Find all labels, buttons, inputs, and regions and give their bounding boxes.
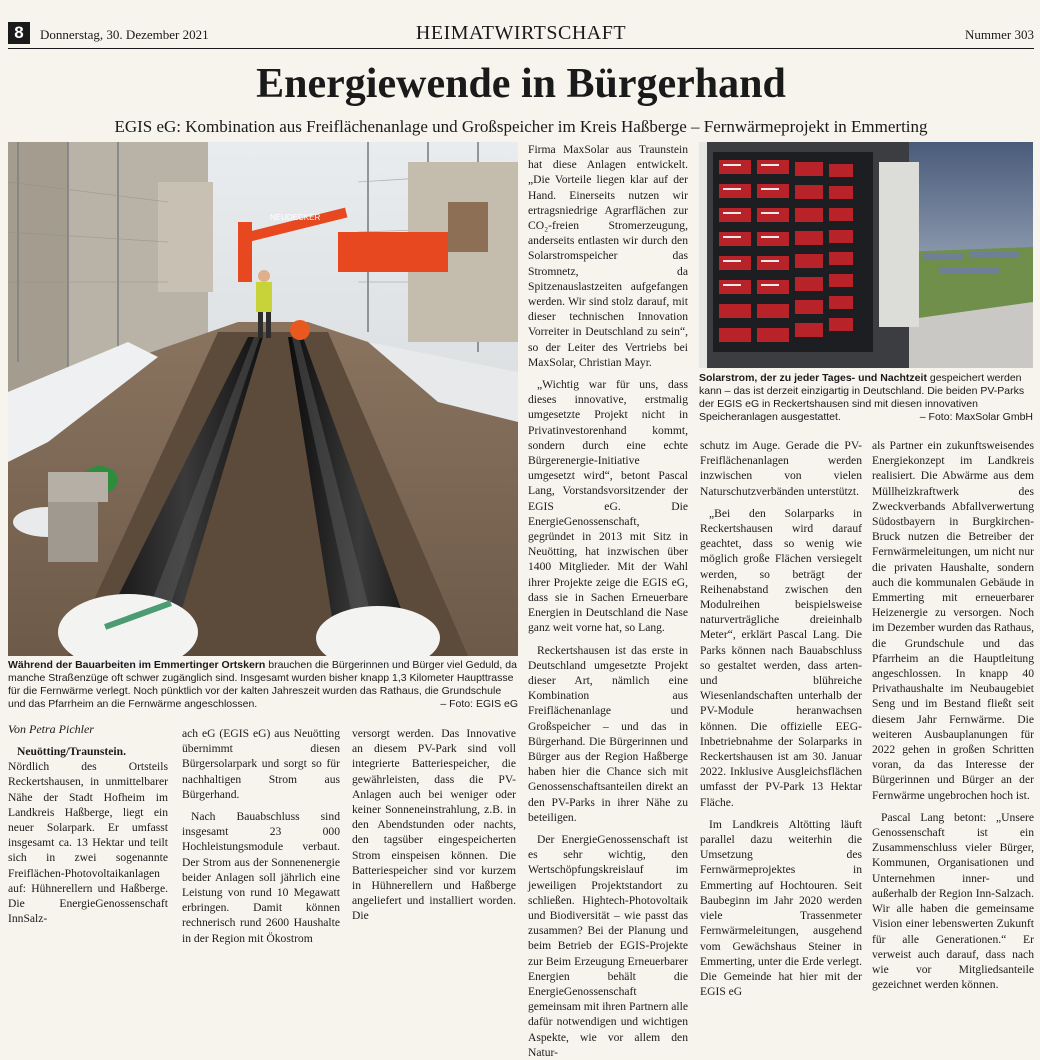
caption-text: gespeichert werden kann – das ist derzeit einzigartig in Deutschland. Die beiden PV-Parks der EGIS eG in Reckertshausen sind mit diesen innovativen Speicheranlagen ausgestattet.	[699, 372, 1025, 423]
construction-photo	[8, 142, 518, 656]
article-subheadline: EGIS eG: Kombination aus Freiflächenanlage und Großspeicher im Kreis Haßberge – Fernwärmeprojekt in Emmerting	[114, 117, 928, 136]
article-paragraph	[700, 506, 862, 810]
photo-caption-construction	[8, 659, 518, 711]
article-column-2	[182, 726, 340, 945]
paragraph-text: „Wichtig war für uns, dass dieses innovative, erstmalig umgesetzte Projekt nicht in Privatinvestorenhand kommt, sondern durch eine echte Bürgerenergie-Initiative umgesetzt wird“, betont Pascal Lang, Vorstandsvorsitzender der EGIS eG. Die EnergieGenossenschaft, gegründet in 2013 mit Sitz in Neuötting, hat inzwischen über 1400 Mitglieder. Mit der Wahl ihrer Projekte zeige die EGIS eG, dass sie in Sachen Erneuerbare Energien in Deutschland die Nase ganz weit vorne hat, so Lang.	[528, 378, 688, 635]
caption-text: brauchen die Bürgerinnen und Bürger viel Geduld, da manche Straßenzüge oft schwer zugänglich sind. Insgesamt wurden bisher knapp 1,3 Kilometer Haupttrasse für die Fernwärme verlegt. Noch pünktlich vor der kalten Jahreszeit wurden das Rathaus, die Grundschule und das Pfarrheim an die Fernwärme angeschlossen.	[8, 659, 517, 710]
paragraph-text: Nach Bauabschluss sind insgesamt 23 000 Hochleistungsmodule verbaut. Der Strom aus der Sonnenenergie beider Anlagen soll jährlich eine Leistung von rund 10 Megawatt erbringen. Damit können rechnerisch rund 2600 Haushalte in der Region mit Ökostrom	[182, 810, 340, 945]
article-paragraph	[528, 142, 688, 370]
paragraph-text: Der EnergieGenossenschaft ist es sehr wichtig, den Wertschöpfungskreislauf im jeweiligen Projektstandort zu schließen. Hightech-Photovoltaik und Biodiversität – wie passt das zusammen? Bei der Planung und beim Betrieb der EGIS-Projekte zur Beim Erzeugung Erneuerbarer Energien behält die EnergieGenossenschaft gemeinsam mit ihren Partnern alle dafür notwendigen und wichtigen Aspekte, wie vor allem den Natur-	[528, 832, 688, 1059]
article-column-5	[700, 438, 862, 999]
battery-storage-photo	[699, 142, 1033, 368]
paragraph-text: „Bei den Solarparks in Reckertshausen wird darauf geachtet, dass so wenig wie möglich große Flächen versiegelt werden, so beträgt der Reihenabstand zwischen den Modulreihen beispielsweise naturverträgliche dreieinhalb Meter“, erklärt Pascal Lang. Die Parks können nach Bauabschluss so gestaltet werden, dass arten- und blühreiche Wiesenlandschaften unterhalb der PV-Module heranwachsen können. Die offizielle EEG-Inbetriebnahme der Solarparks in Reckertshausen ist am 30. Januar 2022. Inklusive Ausgleichsflächen umfasst der PV-Park 13 Hektar Fläche.	[700, 506, 862, 809]
article-paragraph	[182, 809, 340, 946]
paragraph-text: Nördlich des Ortsteils Reckertshausen, in unmittelbarer Nähe der Stadt Hofheim im Landkreis Haßberge, liegt ein neuer Solarpark. Er umfasst insgesamt ca. 13 Hektar und teilt sich in zwei sogenannte Freiflächen-Photovoltaikanlagen auf: Hühnerellern und Haßberge. Die EnergieGenossenschaft InnSalz-	[8, 760, 168, 926]
photo-caption-storage	[699, 372, 1033, 424]
section-title: HEIMATWIRTSCHAFT	[415, 22, 627, 44]
masthead-divider	[8, 48, 1034, 49]
article-paragraph	[872, 810, 1034, 992]
photo-credit: – Foto: EGIS eG	[440, 698, 518, 710]
article-paragraph	[528, 643, 688, 825]
article-column-3	[352, 726, 516, 923]
dateline: Neuötting/Traunstein.	[17, 745, 126, 758]
caption-lead: Solarstrom, der zu jeder Tages- und Nachtzeit	[699, 372, 927, 384]
article-paragraph	[182, 726, 340, 802]
paragraph-text: Pascal Lang betont: „Unsere Genossenschaft ist ein Zusammenschluss vieler Bürger, Kommunen, Organisationen und Unternehmen inner- und außerhalb der Region Inn-Salzach. Wir alle haben die gemeinsame Vision einer lebenswerten Zukunft für alle Generationen.“ Er verweist auch darauf, dass nach wie vor Mitgliedsanteile gezeichnet werden können.	[872, 810, 1034, 992]
article-paragraph	[352, 726, 516, 924]
paragraph-text: ach eG (EGIS eG) aus Neuötting übernimmt diesen Bürgersolarpark und sorgt so für nachhaltigen Strom aus Bürgerhand.	[182, 727, 340, 801]
issue-number: Nummer 303	[965, 27, 1034, 42]
page-number: 8	[8, 22, 30, 44]
article-paragraph	[700, 438, 862, 499]
paragraph-text: Reckertshausen ist das erste in Deutschland umgesetzte Projekt dieser Art, nämlich eine Kombination aus Freiflächenanlage und Großspeicher – und das in Bürgerhand. Die Bürgerinnen und Bürger aus der Region Haßberge haben hier die Chance sich mit Genossenschaftsanteilen direkt an den PV-Parks in ihrer Nähe zu beteiligen.	[528, 643, 688, 824]
article-paragraph	[528, 377, 688, 635]
article-paragraph	[872, 438, 1034, 803]
byline: Von Petra Pichler	[8, 722, 94, 736]
masthead	[8, 22, 1034, 46]
paragraph-text: Im Landkreis Altötting läuft parallel dazu weiterhin die Umsetzung des Fernwärmeprojektes in Emmerting auf Hochtouren. Seit Baubeginn im Jahr 2020 werden viele Trassenmeter Fernwärmeleitungen, ausgehend vom Gewächshaus Steiner in Emmerting, unter die Erde verlegt. Die Gemeinde hat hier mit der EGIS eG	[700, 817, 862, 999]
paragraph-text: schutz im Auge. Gerade die PV-Freiflächenanlagen werden inzwischen von vielen Naturschutzverbänden unterstützt.	[700, 439, 862, 498]
article-paragraph	[700, 817, 862, 999]
paragraph-text: als Partner ein zukunftsweisendes Energiekonzept im Landkreis realisiert. Die Abwärme aus dem Müllheizkraftwerk des Zweckverbands Abfallverwertung Südostbayern in Burgkirchen-Bruck nutzen die Betreiber der Fernwärmeleitungen, um nicht nur die privaten Haushalte, sondern auch die kommunalen Gebäude in Emmerting mit erneuerbarer Heizenergie zu versorgen. Noch im Dezember wurden das Rathaus, die Grundschule und das Pfarrheim an die Hauptleitung angeschlossen. In knapp 40 Privathaushalte im Neubaugebiet Seng und im Bestand fließt seit diesem Jahr Fernwärme. Die weiteren Ausbauplanungen für 2022 gehen in großen Schritten voran, da das Interesse der Bürgerinnen und Bürger an der Fernwärme ungebrochen hoch ist.	[872, 439, 1034, 802]
article-headline: Energiewende in Bürgerhand	[256, 61, 786, 107]
paragraph-text: versorgt werden. Das Innovative an diesem PV-Park sind voll integrierte Batteriespeicher, die gewährleisten, dass die PV-Anlagen auch bei weniger oder keiner Sonneneinstrahlung, z.B. in den Abendstunden oder nachts, den tagsüber eingespeicherten Strom einspeisen können. Die Batteriespeicher sind vor kurzem in Hühnerellern und Haßberge angeliefert und installiert worden. Die	[352, 727, 516, 923]
photo-credit: – Foto: MaxSolar GmbH	[919, 411, 1033, 423]
excavator-sign-text: NEUDECKER	[270, 213, 321, 222]
paragraph-text: Firma MaxSolar aus Traunstein hat diese Anlagen entwickelt. „Die Vorteile liegen klar auf der Hand. Einerseits nutzen wir ertragsniedrige Agrarflächen zur CO₂-freien Stromerzeugung, anderseits entlasten wir durch den Solarstromspeicher das Stromnetz, da Spitzenauslastzeiten aufgefangen werden. Wir sind stolz darauf, mit dieser technischen Innovation Vorreiter in Deutschland zu sein“, so der Leiter des Vertriebs bei MaxSolar, Christian Mayr.	[528, 143, 688, 369]
article-column-6	[872, 438, 1034, 992]
issue-date: Donnerstag, 30. Dezember 2021	[40, 27, 209, 42]
article-column-4	[528, 142, 688, 1059]
article-column-1	[8, 744, 168, 926]
caption-lead: Während der Bauarbeiten im Emmertinger Ortskern	[8, 659, 266, 671]
article-paragraph	[528, 832, 688, 1060]
article-paragraph	[8, 744, 168, 926]
